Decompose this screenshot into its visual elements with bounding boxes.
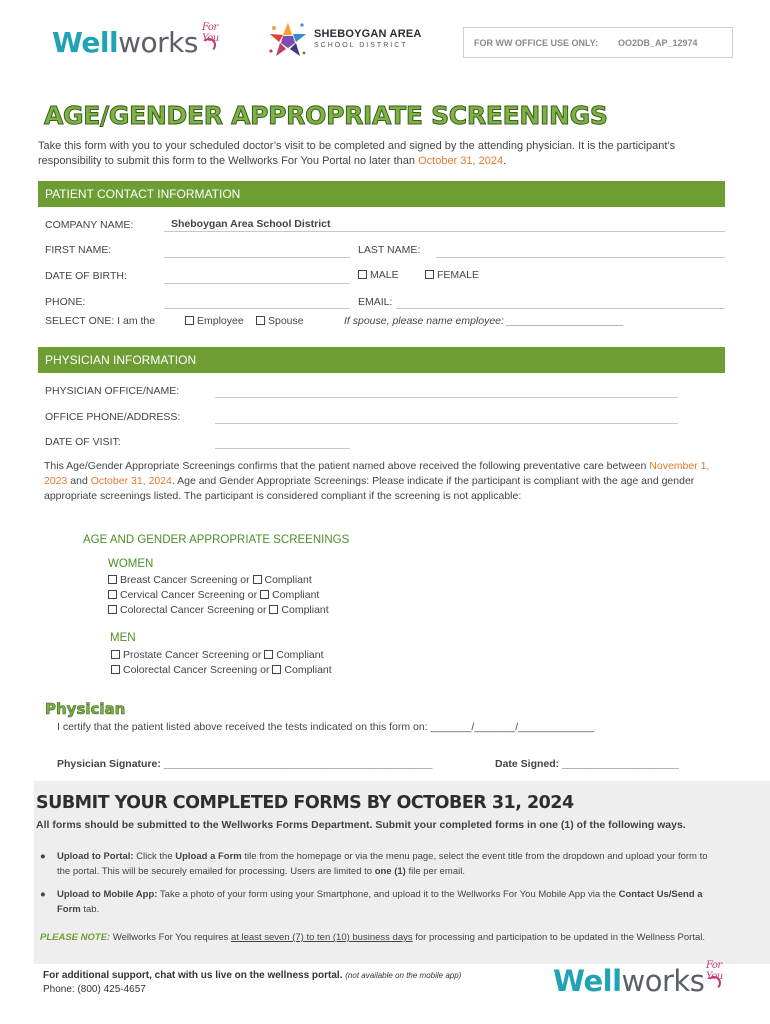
physician-office-label: PHYSICIAN OFFICE/NAME: bbox=[45, 385, 180, 397]
intro-text: Take this form with you to your scheduled doctor’s visit to be completed and signed by the attending physician. It is the participant’s responsibility to submit this form to the Wellworks For You Portal no later than bbox=[38, 140, 676, 167]
submit-subheading: All forms should be submitted to the Wellworks Forms Department. Submit your completed forms in one (1) of the following ways. bbox=[36, 819, 686, 831]
first-name-field[interactable] bbox=[164, 257, 350, 258]
intro-deadline: October 31, 2024 bbox=[418, 155, 504, 167]
wellworks-footer-logo bbox=[553, 960, 723, 998]
partner-name-line1: SHEBOYGAN AREA bbox=[314, 28, 422, 40]
compliant-checkbox[interactable] bbox=[272, 665, 281, 674]
screening-row-men-0 bbox=[111, 649, 324, 661]
logo-well-text: Well bbox=[553, 964, 622, 998]
email-label: EMAIL: bbox=[358, 296, 393, 308]
screening-name: Prostate Cancer Screening or bbox=[123, 649, 262, 661]
para-date-start: November 1, 2023 bbox=[44, 460, 710, 487]
dob-label: DATE OF BIRTH: bbox=[45, 270, 127, 282]
company-name-label: COMPANY NAME: bbox=[45, 219, 134, 231]
male-checkbox[interactable] bbox=[358, 270, 367, 279]
note-days: at least seven (7) to ten (10) business days bbox=[230, 932, 413, 943]
employee-checkbox[interactable] bbox=[185, 316, 194, 325]
portal-text bbox=[57, 849, 717, 879]
district-star-icon bbox=[266, 19, 310, 65]
spouse-employee-field[interactable]: If spouse, please name employee: ____________________ bbox=[344, 315, 624, 327]
submit-heading: SUBMIT YOUR COMPLETED FORMS BY OCTOBER 31, 2024 bbox=[36, 793, 574, 813]
screening-row-women-1 bbox=[108, 589, 319, 601]
screening-row-men-1 bbox=[111, 664, 332, 676]
screening-checkbox[interactable] bbox=[108, 590, 117, 599]
support-phone: Phone: (800) 425-4657 bbox=[43, 984, 146, 995]
support-note: (not available on the mobile app) bbox=[345, 971, 462, 980]
screening-name: Colorectal Cancer Screening or bbox=[120, 604, 267, 616]
patient-section-header: PATIENT CONTACT INFORMATION bbox=[38, 181, 725, 207]
first-name-label: FIRST NAME: bbox=[45, 244, 112, 256]
compliant-checkbox[interactable] bbox=[264, 650, 273, 659]
office-phone-field[interactable] bbox=[215, 423, 678, 424]
female-checkbox[interactable] bbox=[425, 270, 434, 279]
compliant-label: Compliant bbox=[272, 589, 320, 601]
office-use-code: OO2DB_AP_12974 bbox=[618, 38, 698, 48]
note-text-a: Wellworks For You requires bbox=[110, 932, 231, 943]
note-label: PLEASE NOTE: bbox=[40, 932, 111, 943]
note-text-b: for processing and participation to be updated in the Wellness Portal. bbox=[412, 932, 705, 943]
compliant-label: Compliant bbox=[281, 604, 329, 616]
app-text bbox=[57, 887, 717, 917]
male-option[interactable] bbox=[358, 269, 399, 281]
compliant-label: Compliant bbox=[264, 574, 312, 586]
bullet-icon: ● bbox=[40, 889, 46, 900]
phone-label: PHONE: bbox=[45, 296, 86, 308]
office-use-label: FOR WW OFFICE USE ONLY: bbox=[474, 38, 598, 48]
logo-works-text: works bbox=[118, 26, 198, 59]
male-label: MALE bbox=[370, 269, 399, 281]
physician-signature-field[interactable]: Physician Signature: ______________________________________________ bbox=[57, 758, 433, 770]
last-name-field[interactable] bbox=[436, 257, 725, 258]
portal-instruction bbox=[40, 849, 720, 879]
para-text-b: and bbox=[67, 475, 91, 487]
screenings-heading: AGE AND GENDER APPROPRIATE SCREENINGS bbox=[83, 534, 350, 546]
upload-form-link[interactable]: Upload a Form bbox=[175, 851, 242, 862]
para-date-end: October 31, 2024 bbox=[90, 475, 172, 487]
partner-name-line2: SCHOOL DISTRICT bbox=[314, 42, 408, 49]
email-field[interactable] bbox=[396, 308, 725, 309]
logo-works-text: works bbox=[621, 964, 705, 998]
app-text-a: Take a photo of your form using your Smartphone, and upload it to the Wellworks For You Mobile App via the bbox=[157, 889, 619, 900]
screening-name: Cervical Cancer Screening or bbox=[120, 589, 258, 601]
portal-text-b: tile from the homepage or via the menu page, select the event title from the dropdown and upload your form to the portal. This will be securely emailed for processing. Users are limited to bbox=[57, 851, 708, 877]
women-heading: WOMEN bbox=[108, 558, 154, 570]
support-line bbox=[43, 970, 461, 981]
men-heading: MEN bbox=[110, 632, 136, 644]
compliant-label: Compliant bbox=[276, 649, 324, 661]
phone-field[interactable] bbox=[164, 308, 350, 309]
screening-row-women-2 bbox=[108, 604, 329, 616]
portal-title: Upload to Portal: bbox=[57, 851, 134, 862]
date-signed-field[interactable]: Date Signed: ____________________ bbox=[495, 758, 679, 770]
physician-section-header: PHYSICIAN INFORMATION bbox=[38, 347, 725, 373]
visit-date-label: DATE OF VISIT: bbox=[45, 436, 121, 448]
compliant-checkbox[interactable] bbox=[260, 590, 269, 599]
select-one-label: SELECT ONE: I am the bbox=[45, 315, 156, 327]
app-title: Upload to Mobile App: bbox=[57, 889, 158, 900]
app-instruction bbox=[40, 887, 720, 917]
para-text-a: This Age/Gender Appropriate Screenings confirms that the patient named above received the following preventative care between bbox=[44, 460, 650, 472]
compliant-label: Compliant bbox=[284, 664, 332, 676]
physician-office-field[interactable] bbox=[215, 397, 678, 398]
compliant-checkbox[interactable] bbox=[269, 605, 278, 614]
screening-paragraph bbox=[44, 459, 734, 504]
screening-checkbox[interactable] bbox=[108, 575, 117, 584]
dob-field[interactable] bbox=[164, 283, 350, 284]
logo-swoosh-icon bbox=[202, 38, 216, 52]
compliant-checkbox[interactable] bbox=[253, 575, 262, 584]
last-name-label: LAST NAME: bbox=[358, 244, 421, 256]
screening-checkbox[interactable] bbox=[111, 650, 120, 659]
portal-text-c: file per email. bbox=[405, 866, 465, 877]
screening-row-women-0 bbox=[108, 574, 312, 586]
page-title: AGE/GENDER APPROPRIATE SCREENINGS bbox=[44, 101, 608, 130]
bullet-icon: ● bbox=[40, 851, 46, 862]
portal-text-a: Click the bbox=[133, 851, 176, 862]
app-text-b: tab. bbox=[80, 904, 100, 915]
intro-paragraph bbox=[38, 139, 738, 169]
company-name-value: Sheboygan Area School District bbox=[171, 218, 331, 230]
office-phone-label: OFFICE PHONE/ADDRESS: bbox=[45, 411, 181, 423]
sheboygan-logo bbox=[266, 19, 426, 65]
certify-statement[interactable]: I certify that the patient listed above received the tests indicated on this form on: _______/_______/_____________ bbox=[57, 721, 595, 733]
screening-name: Breast Cancer Screening or bbox=[120, 574, 250, 586]
support-text: For additional support, chat with us live on the wellness portal. bbox=[43, 970, 343, 981]
office-use-box bbox=[463, 27, 733, 58]
wellworks-logo bbox=[52, 22, 219, 59]
female-label: FEMALE bbox=[437, 269, 480, 281]
company-name-line bbox=[164, 231, 725, 232]
screening-checkbox[interactable] bbox=[108, 605, 117, 614]
spouse-label: Spouse bbox=[268, 315, 304, 327]
screening-checkbox[interactable] bbox=[111, 665, 120, 674]
employee-option[interactable] bbox=[185, 315, 244, 327]
screening-name: Colorectal Cancer Screening or bbox=[123, 664, 270, 676]
portal-one-limit: one (1) bbox=[374, 866, 406, 877]
logo-well-text: Well bbox=[52, 26, 119, 59]
employee-label: Employee bbox=[197, 315, 244, 327]
physician-heading: Physician bbox=[45, 700, 126, 718]
para-text-c: . Age and Gender Appropriate Screenings: Please indicate if the participant is compliant with the age and gender appropriate screenings listed. The participant is considered compliant if the screening is not applicable: bbox=[44, 475, 695, 502]
contact-us-link[interactable]: Contact Us/Send a Form bbox=[57, 889, 703, 915]
logo-swoosh-icon bbox=[707, 976, 721, 990]
spouse-checkbox[interactable] bbox=[256, 316, 265, 325]
logo-for-you-text: For You bbox=[202, 22, 219, 44]
processing-note bbox=[40, 930, 730, 945]
intro-text-end: . bbox=[503, 155, 507, 167]
spouse-option[interactable] bbox=[256, 315, 304, 327]
logo-for-you-text: For You bbox=[706, 960, 723, 982]
visit-date-field[interactable] bbox=[215, 448, 350, 449]
female-option[interactable] bbox=[425, 269, 479, 281]
